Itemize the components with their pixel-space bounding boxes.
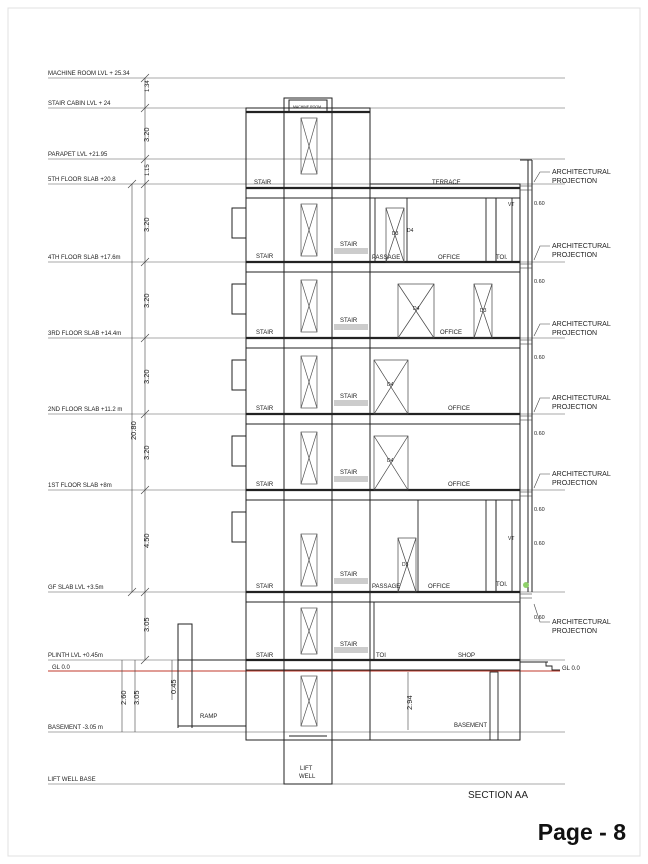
stair-label-gf-right: STAIR	[340, 572, 358, 578]
stair-label-2nd-left: STAIR	[256, 406, 274, 412]
office-label-1st: OFFICE	[448, 482, 470, 488]
terrace-label: TERRACE	[432, 180, 461, 186]
stair-label-2nd-right: STAIR	[340, 394, 358, 400]
ramp-wall	[178, 624, 192, 728]
arch-proj-2a: ARCHITECTURAL	[552, 243, 611, 250]
level-label-stair-cabin: STAIR CABIN LVL + 24	[48, 101, 111, 107]
level-label-5th: 5TH FLOOR SLAB +20.8	[48, 177, 116, 183]
dim-text-basement-a: 2.60	[119, 690, 128, 705]
arch-proj-3b: PROJECTION	[552, 330, 598, 337]
green-marker	[523, 582, 529, 588]
toi-label-gf: TOI.	[496, 582, 508, 588]
proj-dim-1: 0.60	[534, 201, 545, 207]
stair-label-3rd-right: STAIR	[340, 318, 358, 324]
arch-proj-3a: ARCHITECTURAL	[552, 321, 611, 328]
dim-text-basement-d: 2.94	[405, 695, 414, 710]
level-label-lift-base: LIFT WELL BASE	[48, 777, 96, 783]
door-d4-3rd: D4	[413, 306, 420, 312]
dim-text-total: 20.80	[129, 421, 138, 440]
toi-label-4th: TOI.	[496, 255, 508, 261]
arch-proj-4a: ARCHITECTURAL	[552, 395, 611, 402]
arch-proj-2b: PROJECTION	[552, 252, 598, 259]
ramp-label: RAMP	[200, 714, 218, 720]
lift-well-label-1: LIFT	[300, 766, 313, 772]
dim-text-plinth: 3.05	[142, 617, 151, 632]
dim-text-gf: 4.50	[142, 533, 151, 548]
stair-label-3rd-left: STAIR	[256, 330, 274, 336]
office-label-4th: OFFICE	[438, 255, 460, 261]
dim-text-floor-3: 3.20	[142, 369, 151, 384]
level-label-basement: BASEMENT -3.05 m	[48, 725, 103, 731]
page-number: Page - 8	[537, 819, 626, 845]
shop-label: SHOP	[458, 653, 476, 659]
office-label-gf: OFFICE	[428, 584, 450, 590]
door-d4-1st: D4	[387, 458, 394, 464]
stair-cabin-right	[332, 108, 370, 188]
arch-proj-1a: ARCHITECTURAL	[552, 169, 611, 176]
proj-dim-2: 0.60	[534, 279, 545, 285]
level-label-gf: GF SLAB LVL +3.5m	[48, 585, 104, 591]
gl-step	[540, 662, 560, 670]
level-label-1st: 1ST FLOOR SLAB +8m	[48, 483, 112, 489]
machine-room-label: MACHINE ROOM	[293, 105, 321, 109]
arch-proj-4b: PROJECTION	[552, 404, 598, 411]
door-d3-3rd: D3	[480, 308, 487, 314]
proj-dim-3: 0.60	[534, 355, 545, 361]
passage-label-gf: PASSAGE	[372, 584, 401, 590]
level-label-4th: 4TH FLOOR SLAB +17.6m	[48, 255, 121, 261]
stair-cabin-left	[246, 108, 284, 188]
stair-label-5th: STAIR	[254, 180, 272, 186]
arch-proj-5b: PROJECTION	[552, 480, 598, 487]
dim-text-parapet: 1.15	[145, 164, 151, 176]
stair-label-4th-left: STAIR	[256, 254, 274, 260]
dim-text-floor-5: 3.20	[142, 217, 151, 232]
lift-shaft	[284, 98, 332, 784]
office-label-2nd: OFFICE	[448, 406, 470, 412]
level-label-2nd: 2ND FLOOR SLAB +11.2 m	[48, 407, 123, 413]
passage-label-4th: PASSAGE	[372, 255, 401, 261]
gl-label-right: GL 0.0	[562, 666, 580, 672]
arch-proj-5a: ARCHITECTURAL	[552, 471, 611, 478]
section-title: SECTION AA	[468, 790, 529, 801]
lift-well-label-2: WELL	[299, 774, 316, 780]
dim-text-floor-4: 3.20	[142, 293, 151, 308]
dim-text-top2: 3.20	[142, 127, 151, 142]
dim-text-basement-c: 0.45	[169, 679, 178, 694]
proj-dim-4: 0.60	[534, 431, 545, 437]
stair-label-plinth-right: STAIR	[340, 642, 358, 648]
door-d4-4th: D4	[407, 228, 414, 234]
arch-proj-6a: ARCHITECTURAL	[552, 619, 611, 626]
arch-proj-6b: PROJECTION	[552, 628, 598, 635]
stair-label-1st-left: STAIR	[256, 482, 274, 488]
level-label-plinth: PLINTH LVL +0.45m	[48, 653, 103, 659]
door-d4-2nd: D4	[387, 382, 394, 388]
basement-label: BASEMENT	[454, 723, 488, 729]
level-label-machine-room: MACHINE ROOM LVL + 25.34	[48, 71, 130, 77]
level-label-3rd: 3RD FLOOR SLAB +14.4m	[48, 331, 122, 337]
office-label-3rd: OFFICE	[440, 330, 462, 336]
stair-label-1st-right: STAIR	[340, 470, 358, 476]
arch-proj-1b: PROJECTION	[552, 178, 598, 185]
dim-text-basement-b: 3.05	[132, 690, 141, 705]
dim-text-top1: 1.34	[145, 80, 151, 92]
proj-dim-5: 0.60	[534, 507, 545, 513]
vt-label-upper: VT	[508, 202, 515, 208]
stair-label-gf-left: STAIR	[256, 584, 274, 590]
stair-label-plinth-left: STAIR	[256, 653, 274, 659]
door-d3-gf: D3	[402, 562, 409, 568]
proj-dim-6: 0.60	[534, 541, 545, 547]
toi-label-plinth: TOI	[376, 653, 386, 659]
level-label-gl: GL 0.0	[52, 665, 70, 671]
door-d3-4th: D3	[392, 231, 399, 237]
stair-label-4th-right: STAIR	[340, 242, 358, 248]
level-label-parapet: PARAPET LVL +21.95	[48, 152, 108, 158]
vt-label-lower: VT	[508, 536, 515, 542]
dim-text-floor-2: 3.20	[142, 445, 151, 460]
proj-dim-7: 0.60	[534, 615, 545, 621]
